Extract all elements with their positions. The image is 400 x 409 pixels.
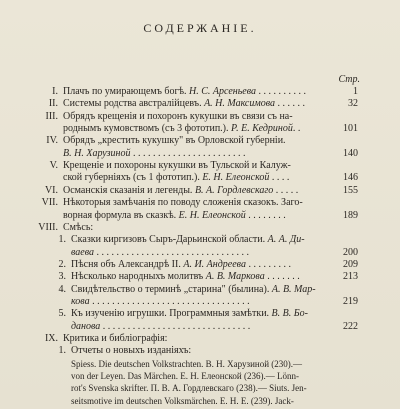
toc-line xyxy=(34,395,394,407)
toc-entry-number: I. xyxy=(52,86,58,97)
toc-line xyxy=(34,185,352,197)
toc-page-number: 213 xyxy=(343,271,358,282)
toc-entry-number: 2. xyxy=(58,259,66,270)
toc-leader-dots: . . . . . . . . . . . . . . . . . . . . . . . xyxy=(130,148,246,159)
page-title: СОДЕРЖАНІЕ. xyxy=(143,21,257,35)
toc-entry-title: Критика и библіографія: xyxy=(63,333,168,344)
toc-entry-author: В. Н. Харузиной xyxy=(63,148,131,159)
toc-line xyxy=(34,197,394,209)
toc-entry-author: А. В. Маркова xyxy=(205,271,265,282)
page-column-label: Стр. xyxy=(338,74,360,85)
toc-entry-title: Обрядъ крещенія и похоронъ кукушки въ связи съ на- xyxy=(63,111,293,122)
toc-page-number: 219 xyxy=(343,296,358,307)
toc-entry-author: Е. Н. Елеонской xyxy=(178,210,246,221)
toc-line xyxy=(34,308,394,320)
toc-line xyxy=(34,382,394,394)
toc-leader-dots: . . . . . . . . . xyxy=(245,259,291,270)
toc-entry-title: Нѣсколько народныхъ молитвъ xyxy=(71,271,206,282)
toc-entry-title: Османскія сказанія и легенды. xyxy=(63,185,195,196)
toc-page-number: 32 xyxy=(348,98,358,109)
toc-entry-title: Смѣсь: xyxy=(63,222,94,233)
toc-entry-title: ской губерніяхъ (съ 1 фототип.). xyxy=(63,172,203,183)
toc-entry-number: IV. xyxy=(46,135,58,146)
toc-leader-dots: . . . . . . . . xyxy=(245,210,286,221)
toc-entry-title: Spiess. Die deutschen Volkstrachten. В. Н. Харузиной (230).— xyxy=(71,359,303,369)
toc-entry-title: Плачъ по умирающемъ богѣ. xyxy=(63,86,190,97)
toc-entry-author: А. И. Андреева xyxy=(183,259,246,270)
toc-entry-number: 5. xyxy=(58,308,66,319)
toc-line xyxy=(34,111,394,123)
toc-entry-number: IX. xyxy=(44,333,58,344)
toc-line xyxy=(34,247,352,259)
toc-entry-author: В. В. Бо- xyxy=(271,308,308,319)
toc-page-number: 222 xyxy=(343,321,358,332)
toc-line xyxy=(34,271,352,283)
toc-leader-dots: . . . . . . . . . . . . . . . . . . . . . . . . . . . . . . . . xyxy=(89,296,250,307)
toc-entry-author: В. А. Гордлевскаго xyxy=(194,185,274,196)
toc-line xyxy=(34,148,352,160)
toc-page-number: 101 xyxy=(343,123,358,134)
toc-entry-number: V. xyxy=(49,160,58,171)
toc-entry-number: II. xyxy=(48,98,58,109)
toc-page-number: 140 xyxy=(343,148,358,159)
toc-entry-author: Р. Е. Кедриной xyxy=(231,123,293,134)
toc-entry-title: Свидѣтельство о терминѣ „старина" (былина). xyxy=(71,284,272,295)
toc-entry-number: VII. xyxy=(41,197,58,208)
toc-entry-number: 1. xyxy=(58,345,66,356)
toc-entry-title: Пѣсня объ Александрѣ II. xyxy=(71,259,184,270)
toc-line xyxy=(34,259,352,271)
toc-page-number: 209 xyxy=(343,259,358,270)
toc-entry-author: данова xyxy=(71,321,101,332)
toc-line xyxy=(34,123,352,135)
toc-line xyxy=(34,296,352,308)
toc-entry-author: А. Н. Максимова xyxy=(204,98,275,109)
toc-line xyxy=(34,222,394,234)
toc-entry-number: VI. xyxy=(44,185,58,196)
toc-line xyxy=(34,321,352,333)
toc-line xyxy=(34,172,352,184)
toc-entry-number: VIII. xyxy=(38,222,58,233)
toc-page-number: 1 xyxy=(353,86,358,97)
toc-entry-author: Н. С. Арсеньева xyxy=(189,86,256,97)
toc-page-number: 200 xyxy=(343,247,358,258)
toc-entry-author: кова xyxy=(71,296,90,307)
toc-entry-title: rot's Svenska skrifter. П. В. А. Гордлевскаго (238).— Siuts. Jen- xyxy=(71,383,307,393)
toc-leader-dots: . . . . xyxy=(269,172,290,183)
toc-entry-title: Крещеніе и похороны кукушки въ Тульской и Калуж- xyxy=(63,160,291,171)
toc-line xyxy=(34,86,352,98)
toc-entry-title: von der Leyen. Das Märchen. Е. Н. Елеонской (236).— Lönn- xyxy=(71,371,299,381)
toc-entry-author: А. В. Мар- xyxy=(271,284,316,295)
toc-entry-author: А. А. Ди- xyxy=(267,234,305,245)
toc-leader-dots: . . . . . . . xyxy=(264,271,300,282)
toc-entry-number: 1. xyxy=(58,234,66,245)
toc-entry-number: 4. xyxy=(58,284,66,295)
toc-page-number: 146 xyxy=(343,172,358,183)
toc-line xyxy=(34,345,394,357)
toc-leader-dots: . . . . . . . . . . . . . . . . . . . . . . . . . . . . . . xyxy=(100,321,251,332)
toc-entry-title: Системы родства австралійцевъ. xyxy=(63,98,205,109)
toc-leader-dots: . . xyxy=(292,123,301,134)
toc-line xyxy=(34,284,394,296)
toc-entry-title: роднымъ кумовствомъ (съ 3 фототип.). xyxy=(63,123,232,134)
toc-line xyxy=(34,160,394,172)
toc-line xyxy=(34,358,394,370)
toc-entry-title: Нѣкоторыя замѣчанія по поводу сложенія сказокъ. Заго- xyxy=(63,197,303,208)
toc-leader-dots: . . . . . xyxy=(273,185,299,196)
toc-entry-title: seitsmotive im deutschen Volksmärchen. Е. Н. Е. (239). Jack- xyxy=(71,396,294,406)
toc-leader-dots: . . . . . . . . . . . . . . . . . . . . . . . . . . . . . . . xyxy=(93,247,249,258)
toc-leader-dots: . . . . . . xyxy=(275,98,305,109)
toc-entry-number: III. xyxy=(45,111,58,122)
toc-line xyxy=(34,234,394,246)
toc-line xyxy=(34,98,352,110)
toc-entry-author: Е. Н. Елеонской xyxy=(202,172,270,183)
toc-entry-author: ваева xyxy=(71,247,94,258)
toc-line xyxy=(34,370,394,382)
toc-entry-title: Обрядъ „крестить кукушку" въ Орловской губерніи. xyxy=(63,135,286,146)
toc-entry-title: Сказки киргизовъ Сыръ-Дарьинской области. xyxy=(71,234,268,245)
toc-leader-dots: . . . . . . . . . . xyxy=(255,86,306,97)
toc-page-number: 155 xyxy=(343,185,358,196)
toc-entry-title: Отчеты о новыхъ изданіяхъ: xyxy=(71,345,192,356)
toc-line xyxy=(34,210,352,222)
toc-page-number: 189 xyxy=(343,210,358,221)
toc-line xyxy=(34,333,394,345)
toc-entry-number: 3. xyxy=(58,271,66,282)
toc-line xyxy=(34,135,394,147)
toc-entry-title: Къ изученію игрушки. Программныя замѣтки. xyxy=(71,308,272,319)
toc-entry-title: ворная формула въ сказкѣ. xyxy=(63,210,179,221)
